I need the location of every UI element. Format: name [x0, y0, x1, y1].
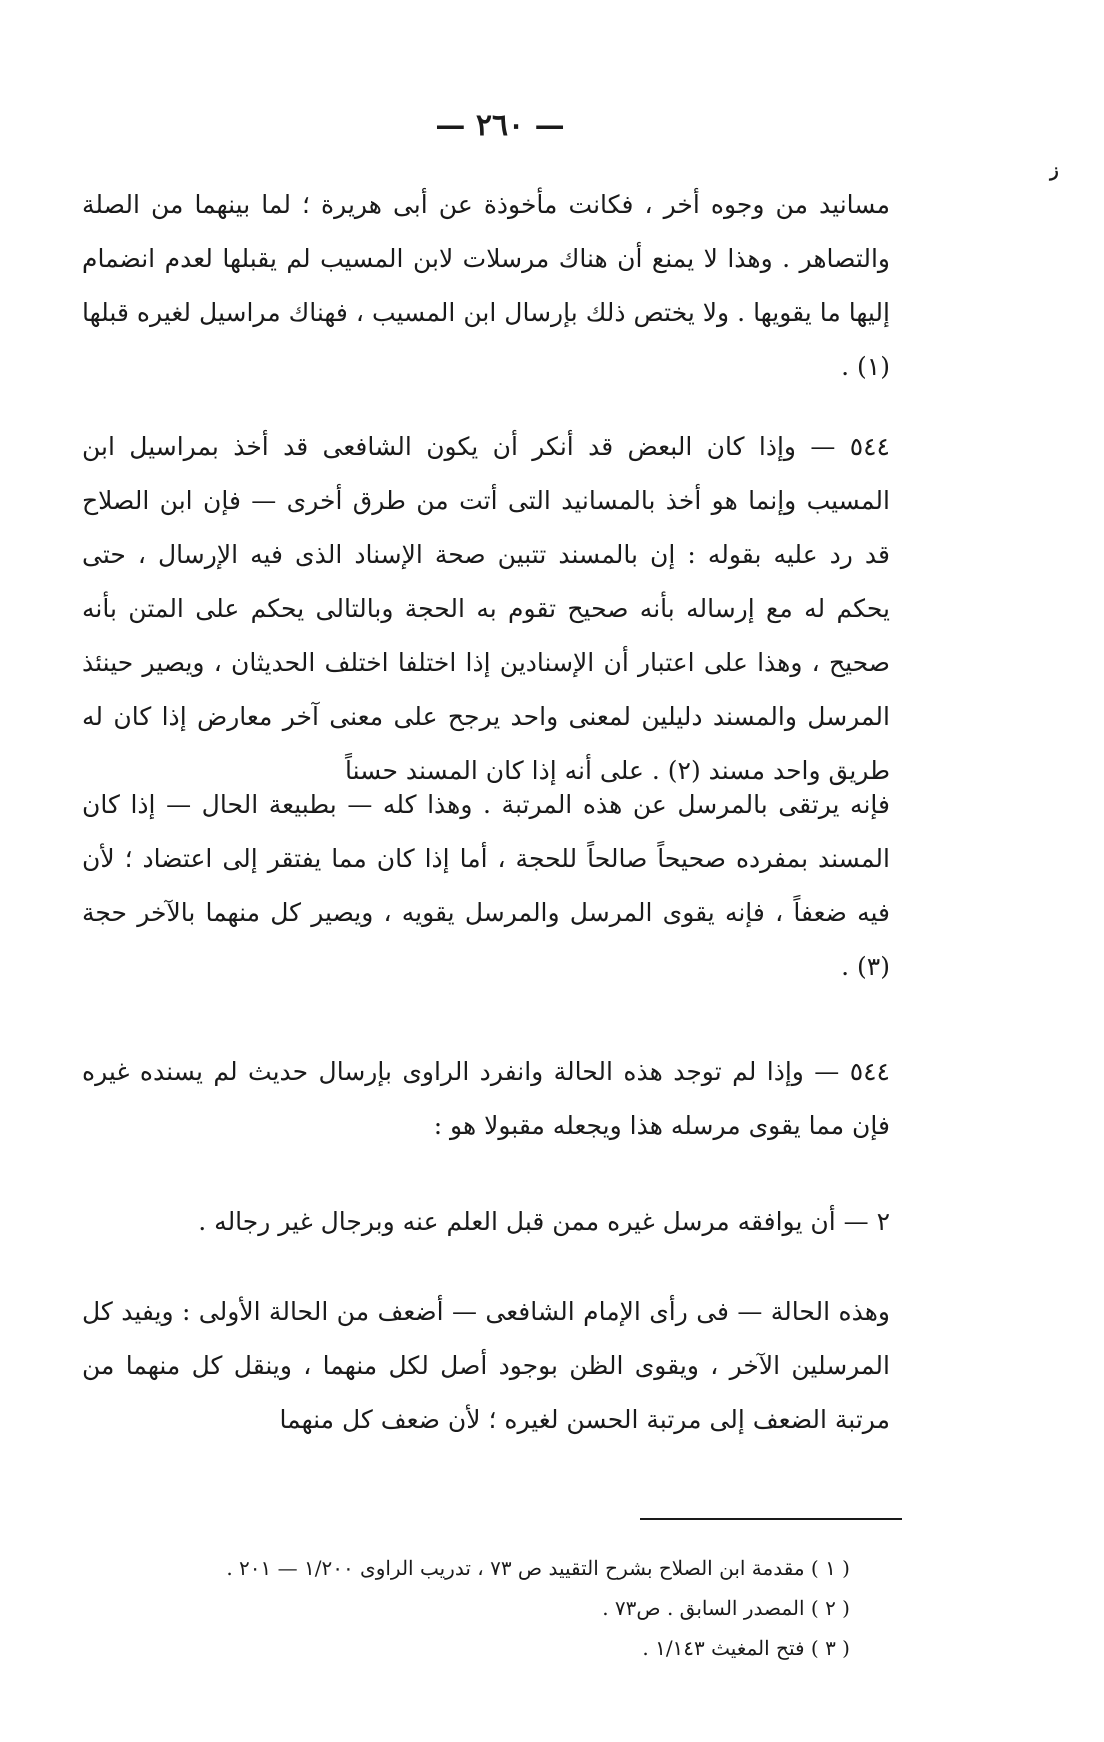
page-number: — ٢٦٠ — [435, 108, 565, 143]
footnotes [110, 1548, 850, 1668]
paragraph-544-second: ٥٤٤ — وإذا لم توجد هذه الحالة وانفرد الراوى بإرسال حديث لم يسنده غيره فإن مما يقوى مرسله هذا ويجعله مقبولا هو : [82, 1057, 890, 1140]
paragraph-state: وهذه الحالة — فى رأى الإمام الشافعى — أضعف من الحالة الأولى : ويفيد كل المرسلين الآخر ، ويقوى الظن بوجود أصل لكل منهما ، وينقل كل منهما من مرتبة الضعف إلى مرتبة الحسن لغيره ؛ لأن ضعف كل منهما [82, 1297, 890, 1434]
footnote-divider [640, 1518, 902, 1520]
paragraph-544-first: ٥٤٤ — وإذا كان البعض قد أنكر أن يكون الشافعى قد أخذ بمراسيل ابن المسيب وإنما هو أخذ بالمسانيد التى أتت من طرق أخرى — فإن ابن الصلاح قد رد عليه بقوله : إن بالمسند تتبين صحة الإسناد الذى فيه الإرسال ، حتى يحكم له مع إرساله بأنه صحيح تقوم به الحجة وبالتالى يحكم على المتن بأنه صحيح ، وهذا على اعتبار أن الإسنادين إذا اختلفا اختلف الحديثان ، ويصير حينئذ المرسل والمسند دليلين لمعنى واحد يرجح على معنى آخر معارض إذا كان له طريق واحد مسند (٢) . على أنه إذا كان المسند حسناً [82, 432, 890, 785]
footnote-2: ( ٢ ) المصدر السابق . ص٧٣ . [602, 1596, 850, 1620]
list-item-2: ٢ — أن يوافقه مرسل غيره ممن قبل العلم عنه وبرجال غير رجاله . [198, 1207, 890, 1236]
paragraph-intro: مسانيد من وجوه أخر ، فكانت مأخوذة عن أبى هريرة ؛ لما بينهما من الصلة والتصاهر . وهذا لا يمنع أن هناك مرسلات لابن المسيب لم يقبلها لعدم انضمام إليها ما يقويها . ولا يختص ذلك بإرسال ابن المسيب ، فهناك مراسيل لغيره قبلها (١) . [82, 190, 891, 381]
footnote-3: ( ٣ ) فتح المغيث ١/١٤٣ . [642, 1636, 850, 1660]
footnote-1: ( ١ ) مقدمة ابن الصلاح بشرح التقييد ص ٧٣ ، تدريب الراوى ١/٢٠٠ — ٢٠١ . [226, 1556, 850, 1580]
paragraph-544-first-continued: فإنه يرتقى بالمرسل عن هذه المرتبة . وهذا كله — بطبيعة الحال — إذا كان المسند بمفرده صحيحاً صالحاً للحجة ، أما إذا كان مما يفتقر إلى اعتضاد ؛ لأن فيه ضعفاً ، فإنه يقوى المرسل والمرسل يقويه ، ويصير كل منهما بالآخر حجة (٣) . [82, 790, 890, 981]
margin-mark: ﺯ [1050, 160, 1059, 181]
